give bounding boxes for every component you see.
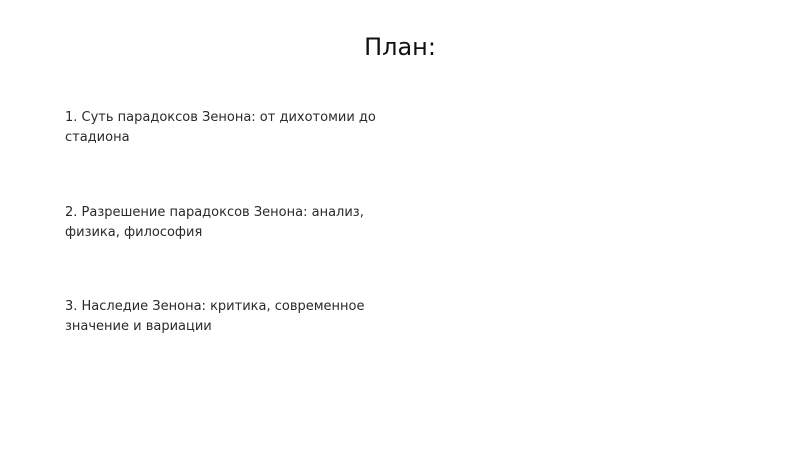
plan-item-3: 3. Наследие Зенона: критика, современное значение и вариации bbox=[65, 299, 365, 334]
slide-title: План: bbox=[364, 33, 436, 61]
plan-item-1: 1. Суть парадоксов Зенона: от дихотомии до стадиона bbox=[65, 110, 376, 145]
plan-item-2: 2. Разрешение парадоксов Зенона: анализ, физика, философия bbox=[65, 205, 364, 240]
